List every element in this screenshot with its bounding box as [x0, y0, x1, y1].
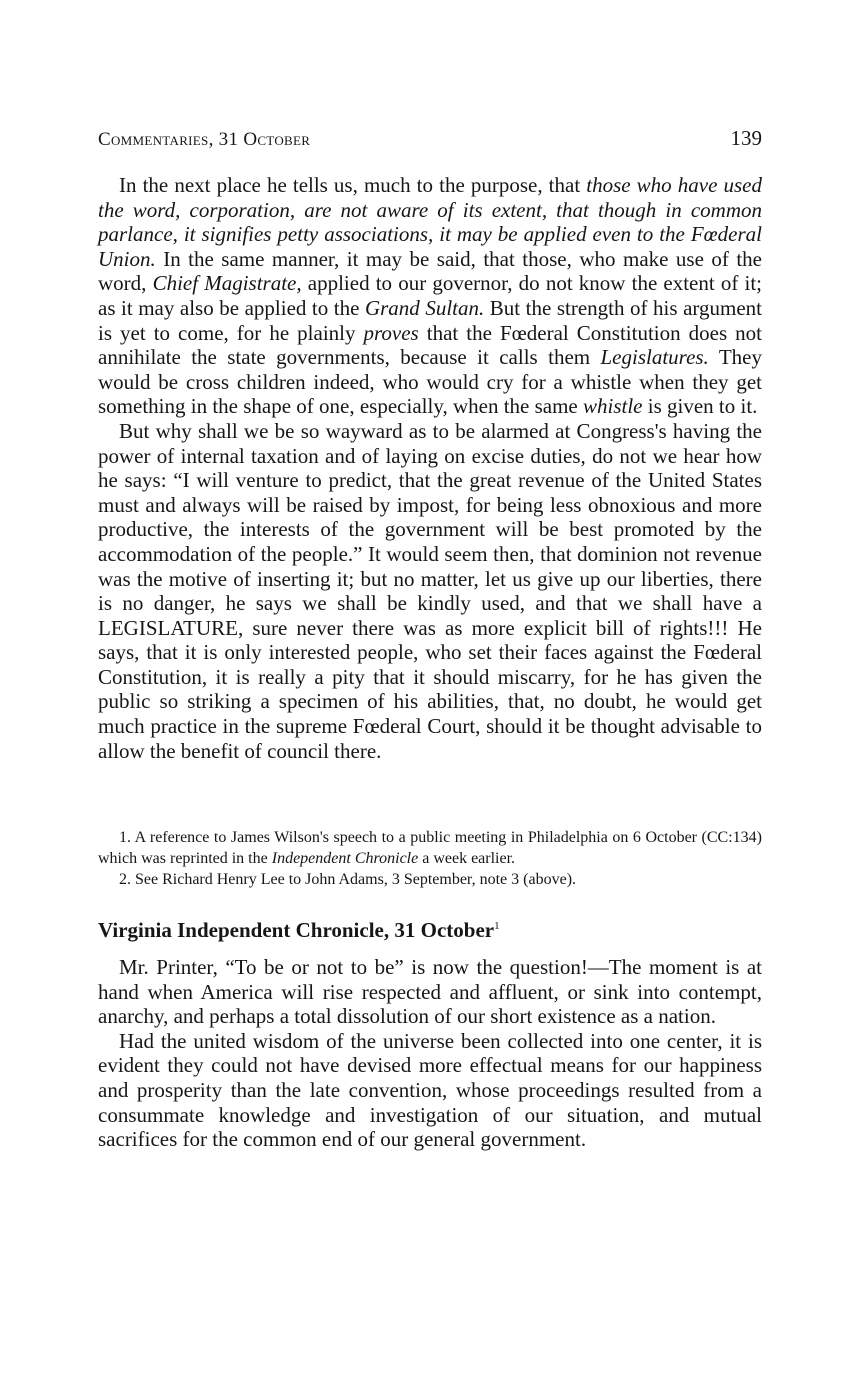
- text-run: a week earlier.: [418, 850, 516, 867]
- section-heading: [98, 918, 762, 943]
- italic-term: Grand Sultan.: [364, 295, 485, 320]
- text-run: that the Fœderal Constitution does not annihilate the state governments, because it calls them: [98, 320, 763, 370]
- text-run: They would be cross children indeed, who would cry for a whistle when they get something in the shape of one, especially, when the same: [98, 345, 762, 419]
- running-head-title: Commentaries, 31 October: [98, 129, 311, 150]
- italic-term: proves: [363, 320, 419, 345]
- section-paragraph-2: Had the united wisdom of the universe been collected into one center, it is evident they could not have devised more effectual means for our happiness and prosperity than the late convention, whose proceedings resulted from a consummate knowledge and investigation of our situation, and mutual sacrifices for the common end of our general government.: [98, 1028, 762, 1152]
- footnote-2: 2. See Richard Henry Lee to John Adams, 3 September, note 3 (above).: [119, 871, 577, 888]
- section-paragraph-1: Mr. Printer, “To be or not to be” is now the question!—The moment is at hand when America will rise respected and affluent, or sink into contempt, anarchy, and perhaps a total dissolution of our short existence as a nation.: [98, 955, 762, 1029]
- italic-term: Legislatures.: [600, 345, 709, 370]
- text-run: 1. A reference to James Wilson's speech to a public meeting in Philadelphia on 6 October (CC:134) which was reprinted in the: [98, 829, 762, 867]
- italic-term: whistle: [583, 394, 643, 419]
- footnote-1: [98, 827, 762, 869]
- italic-title: Independent Chronicle: [271, 850, 419, 867]
- section-heading-text: Virginia Independent Chronicle, 31 October: [98, 918, 495, 942]
- text-run: applied to our governor, do not know the extent of it; as it may also be applied to the: [98, 271, 762, 320]
- footnote-marker: 1: [494, 920, 500, 932]
- page-number: 139: [730, 126, 762, 150]
- text-run: In the next place he tells us, much to the purpose, that: [119, 173, 587, 197]
- commentary-paragraph-1: [98, 173, 762, 419]
- footnotes: [98, 827, 762, 890]
- text-run: In the same manner, it may be said, that those, who make use of the word,: [98, 246, 762, 296]
- commentary-paragraph-2: But why shall we be so wayward as to be alarmed at Congress's having the power of internal taxation and of laying on excise duties, do not we hear how he says: “I will venture to predict, that the great revenue of the United States must and always will be raised by impost, for being less obnoxious and more productive, the interests of the government will be best promoted by the accommodation of the people.” It would seem then, that dominion not revenue was the motive of inserting it; but no matter, let us give up our liberties, there is no danger, he says we shall be kindly used, and that we shall have a LEGISLATURE, sure never there was as more explicit bill of rights!!! He says, that it is only interested people, who set their faces against the Fœderal Constitution, it is really a pity that it should miscarry, for he has given the public so striking a specimen of his abilities, that, no doubt, he would get much practice in the supreme Fœderal Court, should it be thought advisable to allow the benefit of council there.: [98, 418, 762, 763]
- italic-term: Chief Magistrate,: [152, 271, 302, 296]
- running-head: [98, 126, 762, 151]
- italic-quote: those who have used the word, corporation, are not aware of its extent, that though in common parlance, it signifies petty associations, it may be applied even to the Fœderal Union.: [98, 173, 762, 271]
- commentary-body: [98, 173, 762, 763]
- text-run: But the strength of his argument is yet to come, for he plainly: [98, 295, 762, 345]
- section-body: [98, 955, 762, 1152]
- text-run: is given to it.: [642, 394, 758, 419]
